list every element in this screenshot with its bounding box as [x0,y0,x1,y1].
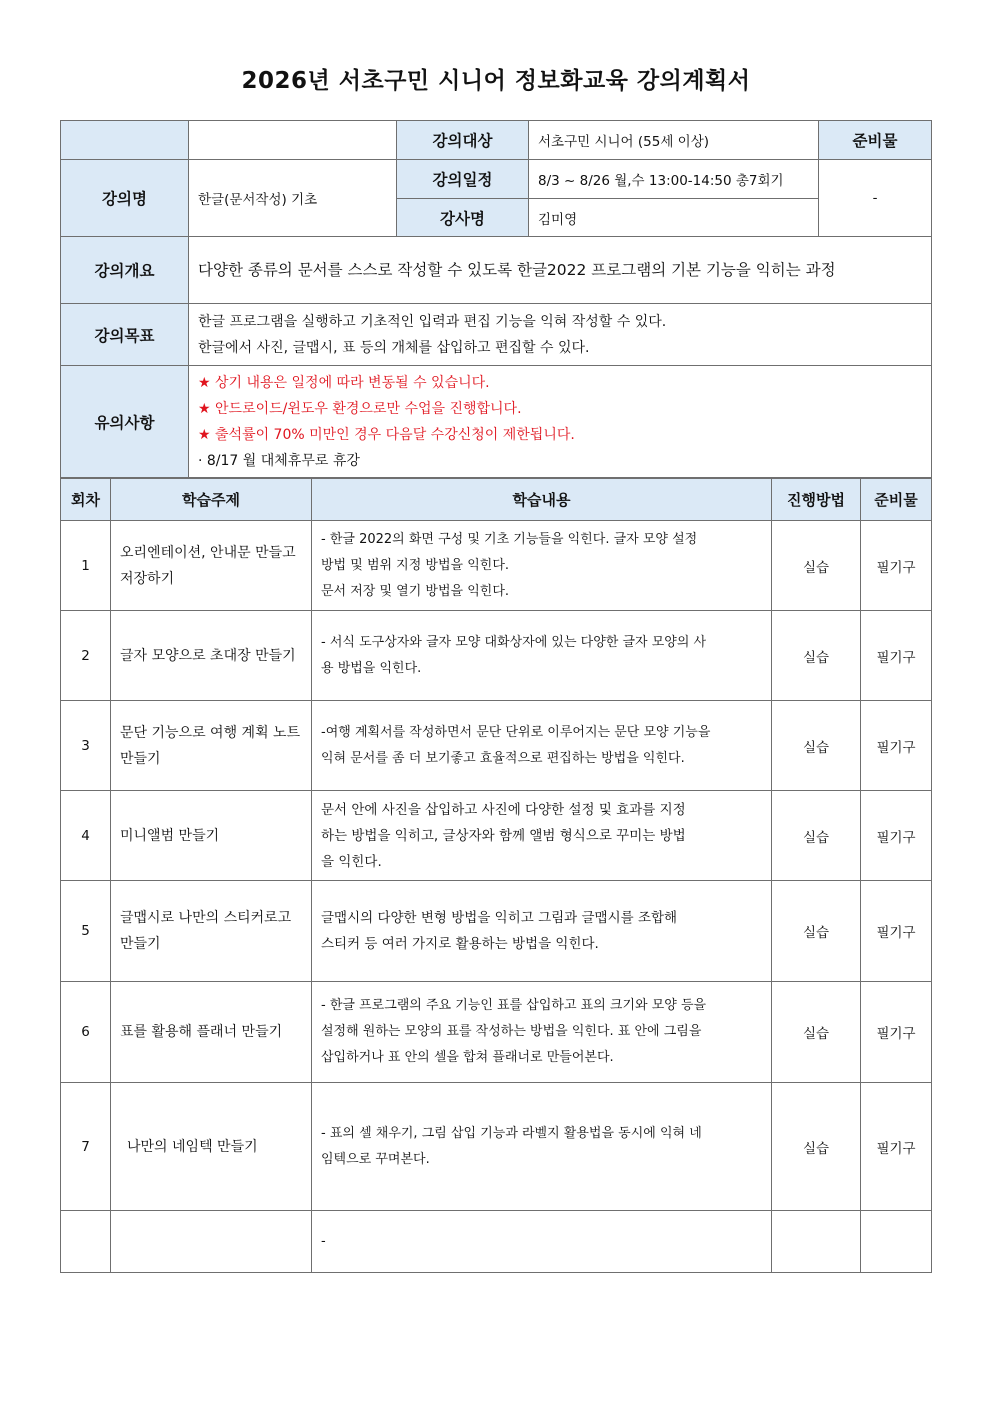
table-row [61,611,932,701]
header-content: 학습내용 [312,479,772,521]
session-number: 1 [61,521,111,611]
session-method: 실습 [772,1083,861,1211]
course-name-label: 강의명 [61,160,189,237]
note-line-plain: · 8/17 월 대체휴무로 휴강 [198,452,360,469]
session-content: - [312,1211,772,1273]
target-value: 서초구민 시니어 (55세 이상) [529,121,819,160]
header-method: 진행방법 [772,479,861,521]
star-icon: ★ [198,426,211,443]
goal-label: 강의목표 [61,304,189,366]
table-row [61,791,932,881]
target-label: 강의대상 [397,121,529,160]
schedule-label: 강의일정 [397,160,529,199]
teacher-value: 김미영 [529,199,819,237]
session-number: 3 [61,701,111,791]
course-name-value: 한글(문서작성) 기초 [189,160,397,237]
goal-line: 한글 프로그램을 실행하고 기초적인 입력과 편집 기능을 익혀 작성할 수 있다. [198,313,667,330]
session-topic: 나만의 네임텍 만들기 [111,1083,312,1211]
session-method: 실습 [772,521,861,611]
table-row [61,982,932,1083]
session-method [772,1211,861,1273]
session-method: 실습 [772,982,861,1083]
table-row [61,1211,932,1273]
overview-label: 강의개요 [61,237,189,304]
course-info-table [60,120,932,478]
notes-label: 유의사항 [61,366,189,478]
session-topic: 문단 기능으로 여행 계획 노트 만들기 [111,701,312,791]
session-method: 실습 [772,701,861,791]
header-prep: 준비물 [861,479,932,521]
note-line: ★ 상기 내용은 일정에 따라 변동될 수 있습니다. [198,374,490,391]
session-topic: 글맵시로 나만의 스티커로고 만들기 [111,881,312,982]
table-row [61,701,932,791]
session-number [61,1211,111,1273]
star-icon: ★ [198,400,211,417]
header-session: 회차 [61,479,111,521]
header-topic: 학습주제 [111,479,312,521]
session-content: - 서식 도구상자와 글자 모양 대화상자에 있는 다양한 글자 모양의 사 용 방법을 익힌다. [312,611,772,701]
session-number: 2 [61,611,111,701]
session-prep: 필기구 [861,791,932,881]
session-prep: 필기구 [861,701,932,791]
session-number: 4 [61,791,111,881]
table-row [61,521,932,611]
session-content: -여행 계획서를 작성하면서 문단 단위로 이루어지는 문단 모양 기능을 익혀 문서를 좀 더 보기좋고 효율적으로 편집하는 방법을 익힌다. [312,701,772,791]
session-topic: 오리엔테이션, 안내문 만들고 저장하기 [111,521,312,611]
teacher-label: 강사명 [397,199,529,237]
note-line: ★ 출석률이 70% 미만인 경우 다음달 수강신청이 제한됩니다. [198,426,575,443]
session-number: 7 [61,1083,111,1211]
session-prep [861,1211,932,1273]
session-number: 6 [61,982,111,1083]
session-prep: 필기구 [861,982,932,1083]
session-content: - 표의 셀 채우기, 그림 삽입 기능과 라벨지 활용법을 동시에 익혀 네 임텍으로 꾸며본다. [312,1083,772,1211]
session-method: 실습 [772,791,861,881]
session-content: - 한글 프로그램의 주요 기능인 표를 삽입하고 표의 크기와 모양 등을 설정해 원하는 모양의 표를 작성하는 방법을 익힌다. 표 안에 그림을 삽입하거나 표 안의 셀을 합쳐 플래너로 만들어본다. [312,982,772,1083]
document-title: 2026년 서초구민 시니어 정보화교육 강의계획서 [241,68,751,94]
session-method: 실습 [772,611,861,701]
overview-value: 다양한 종류의 문서를 스스로 작성할 수 있도록 한글2022 프로그램의 기본 기능을 익히는 과정 [189,237,932,304]
notes-value [189,366,932,478]
lesson-plan-table [60,478,932,1273]
session-number: 5 [61,881,111,982]
goal-line: 한글에서 사진, 글맵시, 표 등의 개체를 삽입하고 편집할 수 있다. [198,339,590,356]
prep-value: - [819,160,932,237]
prep-label: 준비물 [819,121,932,160]
session-prep: 필기구 [861,521,932,611]
info-blank-cell [189,121,397,160]
session-content: 문서 안에 사진을 삽입하고 사진에 다양한 설정 및 효과를 지정 하는 방법을 익히고, 글상자와 함께 앨범 형식으로 꾸미는 방법 을 익힌다. [312,791,772,881]
schedule-value: 8/3 ~ 8/26 월,수 13:00-14:50 총7회기 [529,160,819,199]
session-topic: 미니앨범 만들기 [111,791,312,881]
info-blank-header [61,121,189,160]
session-prep: 필기구 [861,1083,932,1211]
session-topic [111,1211,312,1273]
note-line: ★ 안드로이드/윈도우 환경으로만 수업을 진행합니다. [198,400,522,417]
table-row [61,881,932,982]
session-content: - 한글 2022의 화면 구성 및 기초 기능들을 익힌다. 글자 모양 설정 방법 및 범위 지정 방법을 익힌다. 문서 저장 및 열기 방법을 익힌다. [312,521,772,611]
session-topic: 표를 활용해 플래너 만들기 [111,982,312,1083]
goal-value [189,304,932,366]
star-icon: ★ [198,374,211,391]
session-prep: 필기구 [861,881,932,982]
session-method: 실습 [772,881,861,982]
table-row [61,1083,932,1211]
session-prep: 필기구 [861,611,932,701]
session-content: 글맵시의 다양한 변형 방법을 익히고 그림과 글맵시를 조합해 스티커 등 여러 가지로 활용하는 방법을 익힌다. [312,881,772,982]
session-topic: 글자 모양으로 초대장 만들기 [111,611,312,701]
